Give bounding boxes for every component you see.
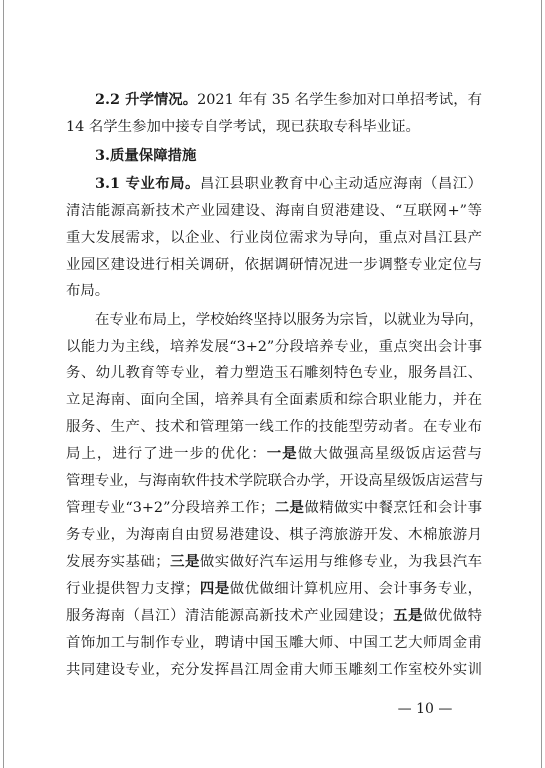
text-line: 14 名学生参加中接专自学考试，现已获取专科毕业证。 (66, 119, 420, 135)
text-line (66, 446, 482, 462)
text-line: 务专业，为海南自由贸易港建设、棋子湾旅游开发、木棉旅游月 (66, 527, 482, 543)
body-text: 2021 年有 35 名学生参加对口单招考试，有 (197, 92, 482, 108)
text-line (66, 581, 482, 597)
text-line: 首饰加工与制作专业，聘请中国玉雕大师、中国工艺大师周金甫 (66, 635, 482, 651)
text-line: 服务、生产、技术和管理第一线工作的技能型劳动者。在专业布 (66, 419, 482, 435)
text-line (66, 608, 482, 624)
page-number: — 10 — (397, 701, 453, 717)
text-line: 共同建设专业，充分发挥昌江周金甫大师玉雕刻工作室校外实训 (66, 662, 482, 678)
body-text: 做优做特 (422, 608, 482, 624)
text-line (66, 500, 482, 516)
body-text: 昌江县职业教育中心主动适应海南（昌江） (199, 176, 482, 192)
body-text: 服务海南（昌江）清洁能源高新技术产业园建设； (66, 608, 393, 624)
text-line: 布局。 (66, 283, 110, 299)
body-text: 做实做好汽车运用与维修专业，为我县汽车 (199, 554, 482, 570)
section-heading: 2.2 升学情况。 (95, 91, 198, 108)
section-heading: 3.质量保障措施 (95, 147, 197, 164)
body-text: 做优做细计算机应用、会计事务专业， (229, 581, 482, 597)
text-line (95, 176, 482, 192)
body-text: 发展夯实基础； (66, 554, 170, 570)
section-heading: 3.1 专业布局。 (95, 175, 200, 192)
ordinal-marker: 一是 (266, 445, 298, 462)
text-line: 业园区建设进行相关调研，依据调研情况进一步调整专业定位与 (66, 257, 482, 273)
ordinal-marker: 四是 (199, 580, 230, 597)
text-line: 清洁能源高新技术产业园建设、海南自贸港建设、“互联网+”等 (66, 203, 482, 219)
body-text: 行业提供智力支撑； (66, 581, 200, 597)
text-line: 以能力为主线，培养发展“3+2”分段培养专业，重点突出会计事 (66, 339, 482, 355)
page-left-border (3, 0, 4, 768)
text-line (95, 92, 482, 108)
ordinal-marker: 二是 (274, 499, 305, 516)
ordinal-marker: 三是 (169, 553, 200, 570)
body-text: 管理专业“3+2”分段培养工作； (66, 500, 275, 516)
body-text: 做大做强高星级饭店运营与 (297, 446, 482, 462)
text-line: 在专业布局上，学校始终坚持以服务为宗旨，以就业为导向， (95, 312, 484, 328)
text-line: 重大发展需求，以企业、行业岗位需求为导向，重点对昌江县产 (66, 230, 482, 246)
text-line: 管理专业，与海南软件技术学院联合办学，开设高星级饭店运营与 (66, 473, 484, 489)
ordinal-marker: 五是 (392, 607, 423, 624)
body-text: 做精做实中餐烹饪和会计事 (304, 500, 482, 516)
page-right-border (541, 0, 542, 768)
text-line (66, 554, 482, 570)
body-text: 局上，进行了进一步的优化： (66, 446, 267, 462)
text-line: 务、幼儿教育等专业，着力塑造玉石雕刻特色专业，服务昌江、 (66, 365, 482, 381)
text-line: 立足海南、面向全国，培养具有全面素质和综合职业能力，并在 (66, 392, 482, 408)
